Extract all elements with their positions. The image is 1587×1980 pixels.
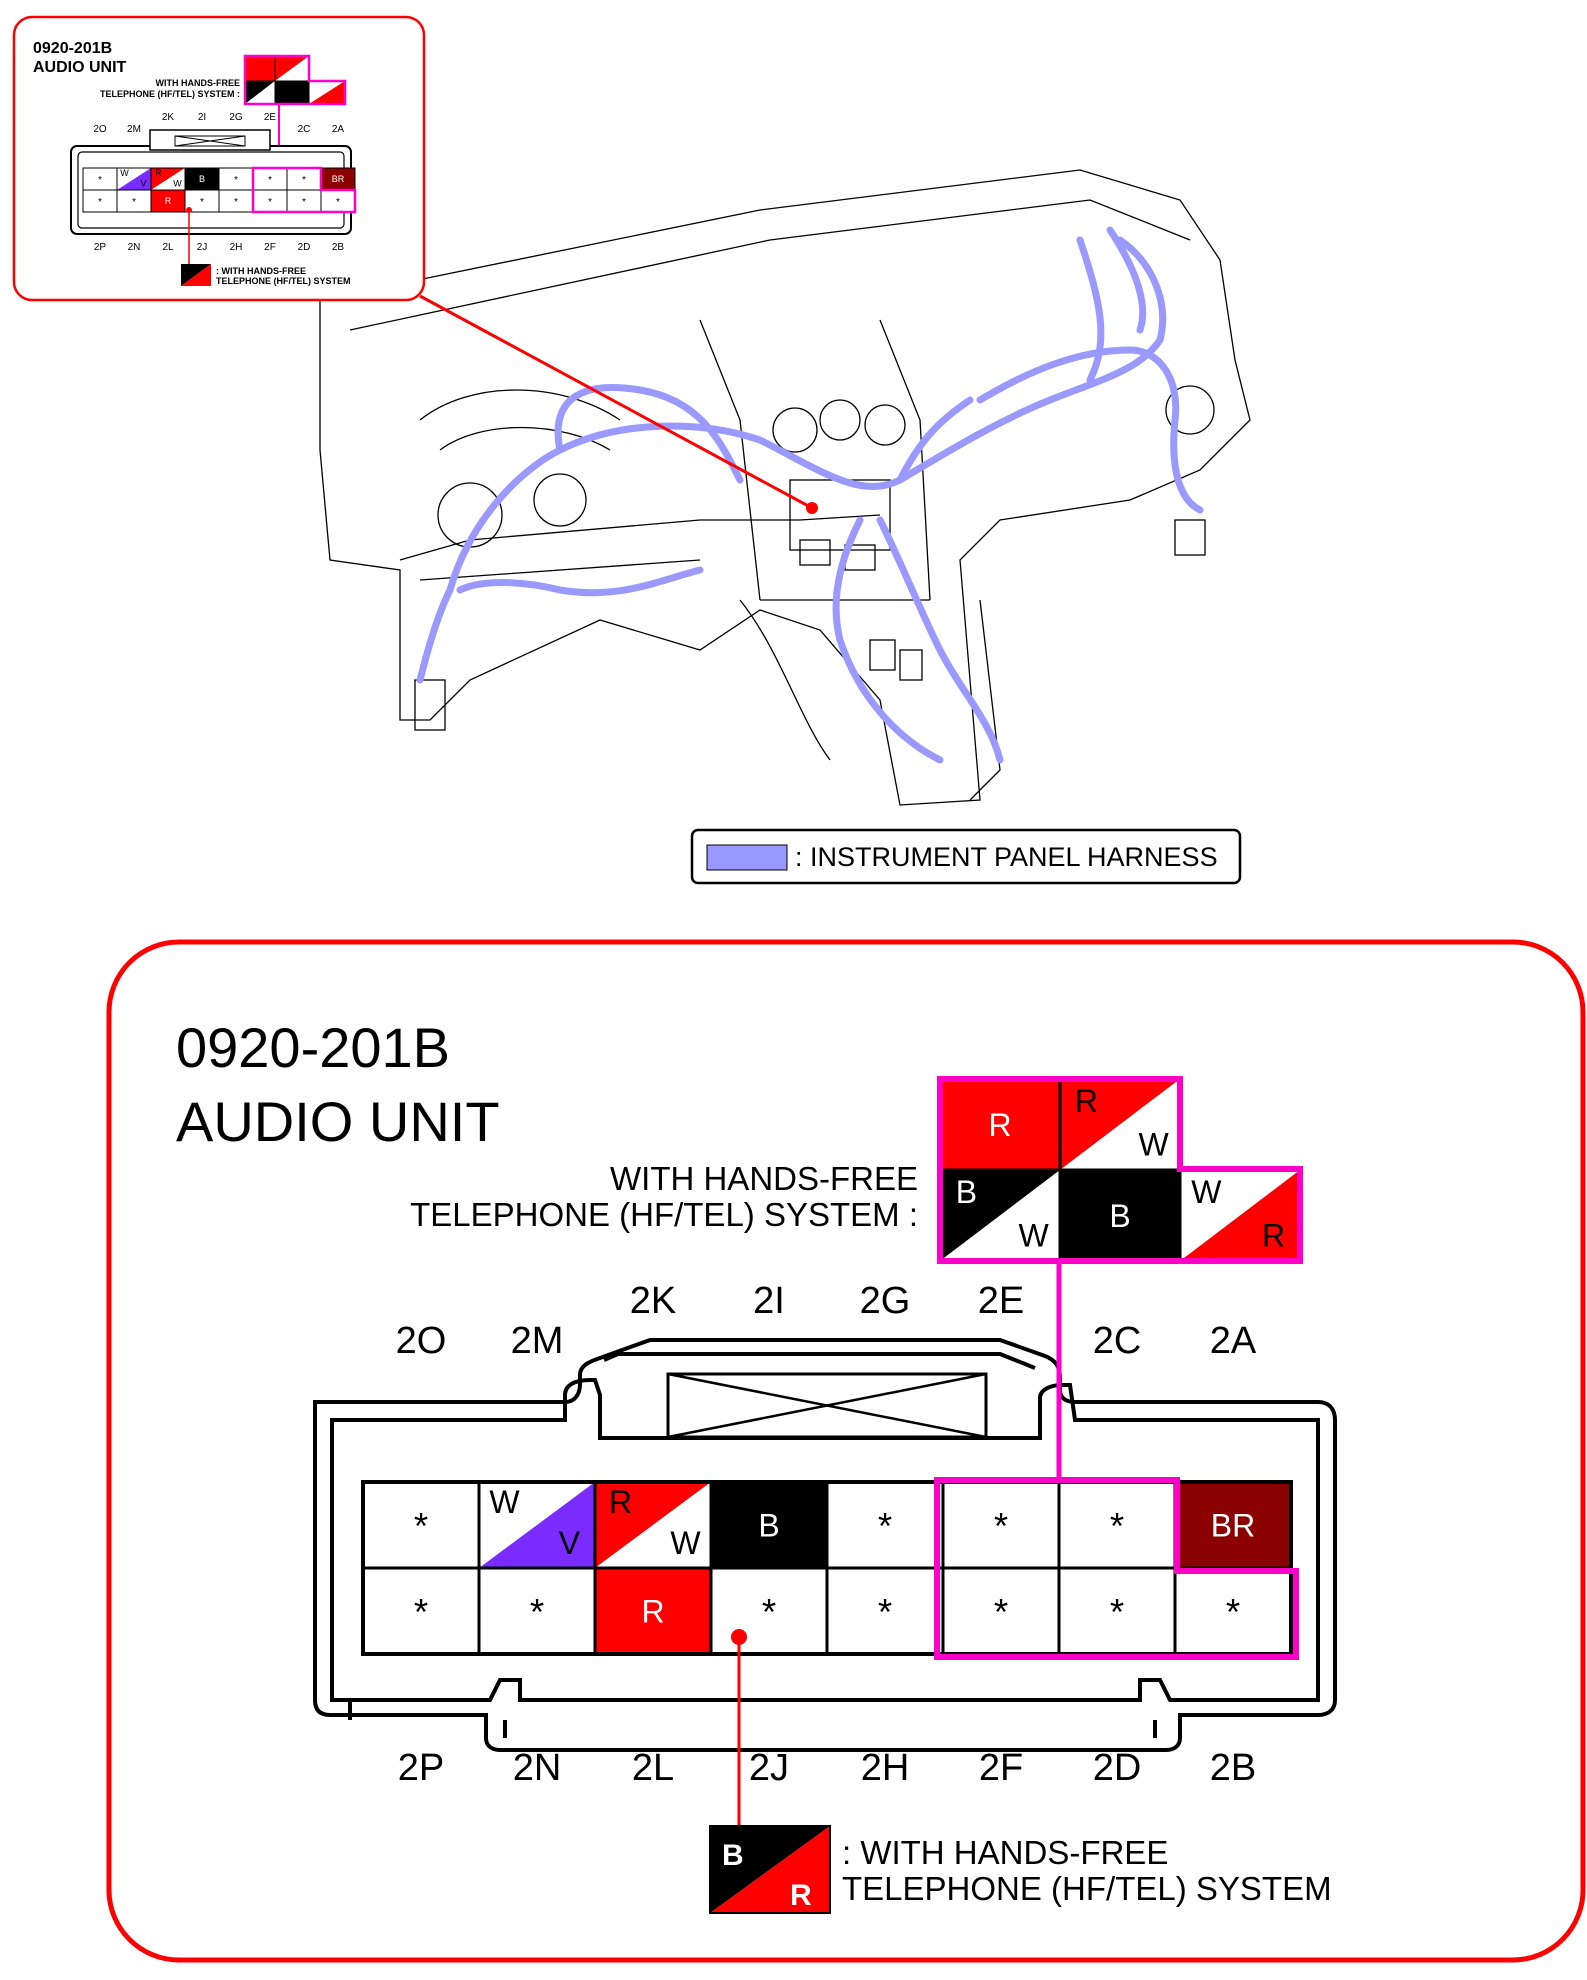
pin-bottom-2P-text: *	[413, 1591, 429, 1633]
hf-bottom-cell-2-br: R	[1262, 1217, 1286, 1254]
small-pin-label-2J: 2J	[196, 242, 208, 253]
small-note-line-1: : WITH HANDS-FREE	[216, 266, 306, 276]
pin-top-2M-tl: W	[489, 1483, 520, 1520]
pin-label-2E: 2E	[977, 1280, 1025, 1322]
pin-top-2G-text: *	[877, 1505, 893, 1547]
small-pin-bottom-2D	[287, 190, 321, 212]
small-connector-id: 0920-201B	[33, 40, 113, 57]
small-pin-bottom-2D-text: *	[301, 196, 307, 208]
harness-legend	[692, 830, 1240, 883]
pin-top-2G	[827, 1482, 943, 1568]
pin-top-2M-br: V	[558, 1525, 581, 1562]
small-pin-top-2K	[151, 168, 185, 190]
pin-top-2I	[711, 1482, 827, 1568]
pin-bottom-2B-text: *	[1225, 1591, 1241, 1633]
pin-top-2E	[943, 1482, 1059, 1568]
hf-bottom-cell-2-tl: W	[1191, 1173, 1222, 1210]
small-pin-bottom-2L	[151, 190, 185, 212]
legend-text: : INSTRUMENT PANEL HARNESS	[795, 842, 1218, 872]
pin-top-2A	[1175, 1482, 1291, 1568]
pin-bottom-2J	[711, 1568, 827, 1654]
pin-top-2C-text: *	[1109, 1505, 1125, 1547]
pin-label-2I: 2I	[753, 1280, 785, 1322]
small-pin-top-2E-text: *	[267, 174, 273, 186]
small-pin-top-2K-tl: R	[155, 167, 162, 178]
small-pin-label-2G: 2G	[229, 112, 243, 123]
small-pin-label-2P: 2P	[93, 242, 107, 253]
component-name: AUDIO UNIT	[176, 1090, 500, 1153]
small-pin-bottom-2B	[321, 190, 355, 212]
pin-label-2P: 2P	[397, 1747, 445, 1789]
hf-top-cell-1-tl: R	[1074, 1082, 1098, 1119]
hf-top-cell-1-br: W	[1138, 1126, 1169, 1163]
small-pin-label-2A: 2A	[331, 124, 345, 135]
pin-bottom-2N-text: *	[529, 1591, 545, 1633]
small-pin-label-2B: 2B	[331, 242, 345, 253]
pin-label-2C: 2C	[1092, 1320, 1142, 1362]
small-pin-top-2O-text: *	[97, 174, 103, 186]
small-pin-label-2C: 2C	[297, 124, 311, 135]
connector-location-dot	[806, 502, 818, 514]
pin-label-2J: 2J	[748, 1747, 790, 1789]
small-pin-bottom-2N	[117, 190, 151, 212]
pin-label-2L: 2L	[631, 1747, 675, 1789]
hf-label-line-2: TELEPHONE (HF/TEL) SYSTEM :	[410, 1196, 918, 1233]
pin-bottom-2F-text: *	[993, 1591, 1009, 1633]
small-pin-bottom-2F	[253, 190, 287, 212]
pin-top-2I-text: B	[758, 1507, 780, 1544]
small-pin-top-2G	[219, 168, 253, 190]
small-pin-top-2A	[321, 168, 355, 190]
small-pin-top-2C	[287, 168, 321, 190]
small-pin-bottom-2H-text: *	[233, 196, 239, 208]
pin-top-2K-tl: R	[608, 1483, 633, 1520]
pin-label-2K: 2K	[629, 1280, 677, 1322]
connector-id: 0920-201B	[176, 1016, 451, 1079]
pin-grid	[363, 1482, 1291, 1654]
small-pin-bottom-2J-text: *	[199, 196, 205, 208]
small-pin-label-2N: 2N	[127, 242, 141, 253]
pin-top-2O-text: *	[413, 1505, 429, 1547]
small-pin-top-2K-br: W	[173, 178, 182, 189]
pin-label-2F: 2F	[978, 1747, 1024, 1789]
small-pin-bottom-2P-text: *	[97, 196, 103, 208]
pin-bottom-2J-text: *	[761, 1591, 777, 1633]
pin-label-2A: 2A	[1209, 1320, 1257, 1362]
pin-bottom-2H-text: *	[877, 1591, 893, 1633]
callout-leader-line	[420, 296, 812, 508]
hf-top-cell-1	[1060, 1079, 1180, 1170]
pin-top-2K	[595, 1482, 711, 1568]
hf-bottom-cell-0-tl: B	[955, 1173, 978, 1210]
note-letter-bottom: R	[790, 1879, 812, 1912]
hf-bottom-cell-1-text: B	[1109, 1198, 1131, 1235]
small-pin-top-2G-text: *	[233, 174, 239, 186]
pin-top-2A-text: BR	[1210, 1507, 1256, 1544]
pin-label-2D: 2D	[1092, 1747, 1142, 1789]
pin-bottom-2F	[943, 1568, 1059, 1654]
small-pin-top-2M-br: V	[140, 178, 147, 189]
small-pin-label-2F: 2F	[264, 242, 276, 253]
hf-bottom-cell-1	[1060, 1170, 1180, 1261]
small-pin-label-2O: 2O	[93, 124, 107, 135]
small-pin-bottom-2B-text: *	[335, 196, 341, 208]
small-pin-top-2I-text: B	[198, 174, 206, 185]
pin-bottom-2B	[1175, 1568, 1291, 1654]
small-pin-top-2M-tl: W	[120, 167, 129, 178]
small-pin-label-2D: 2D	[297, 242, 311, 253]
small-pin-label-2K: 2K	[161, 112, 175, 123]
hf-bottom-cell-0	[940, 1170, 1060, 1261]
pin-label-2N: 2N	[512, 1747, 562, 1789]
small-pin-bottom-2P	[83, 190, 117, 212]
pin-label-2B: 2B	[1209, 1747, 1257, 1789]
small-callout	[14, 17, 424, 300]
pin-bottom-2L	[595, 1568, 711, 1654]
pin-top-2M	[479, 1482, 595, 1568]
small-pin-top-2C-text: *	[301, 174, 307, 186]
small-pin-top-2O	[83, 168, 117, 190]
large-callout	[109, 942, 1583, 1960]
pin-bottom-2N	[479, 1568, 595, 1654]
pin-label-2G: 2G	[859, 1280, 911, 1322]
pin-top-2E-text: *	[993, 1505, 1009, 1547]
small-pin-top-2M	[117, 168, 151, 190]
small-hf-label-1: WITH HANDS-FREE	[155, 78, 240, 88]
hf-top-cell-0	[940, 1079, 1060, 1170]
small-pin-top-2A-text: BR	[331, 174, 345, 185]
pin-bottom-2P	[363, 1568, 479, 1654]
small-pin-bottom-2L-text: R	[164, 196, 172, 207]
small-pin-top-2I	[185, 168, 219, 190]
small-connector	[71, 130, 355, 234]
small-pin-label-2E: 2E	[263, 112, 277, 123]
pin-bottom-2H	[827, 1568, 943, 1654]
pin-label-2M: 2M	[510, 1320, 564, 1362]
small-pin-bottom-2F-text: *	[267, 196, 273, 208]
small-component-name: AUDIO UNIT	[33, 59, 127, 76]
note-letter-top: B	[722, 1839, 744, 1872]
pin-top-2K-br: W	[670, 1525, 701, 1562]
pin-top-2O	[363, 1482, 479, 1568]
pin-bottom-2L-text: R	[641, 1593, 665, 1630]
pin-bottom-2D	[1059, 1568, 1175, 1654]
hf-bottom-cell-0-br: W	[1018, 1217, 1049, 1254]
hf-label-line-1: WITH HANDS-FREE	[610, 1160, 918, 1197]
pin-label-2H: 2H	[860, 1747, 910, 1789]
small-pin-top-2E	[253, 168, 287, 190]
hf-top-cell-0-text: R	[988, 1107, 1012, 1144]
pin-top-2C	[1059, 1482, 1175, 1568]
small-pin-label-2I: 2I	[197, 112, 207, 123]
note-line-1: : WITH HANDS-FREE	[842, 1834, 1169, 1871]
small-pin-label-2H: 2H	[229, 242, 243, 253]
instrument-panel-harness	[420, 230, 1200, 760]
dashboard-illustration	[320, 170, 1250, 805]
small-pin-label-2L: 2L	[162, 242, 174, 253]
pin-bottom-2D-text: *	[1109, 1591, 1125, 1633]
small-hf-label-2: TELEPHONE (HF/TEL) SYSTEM :	[99, 89, 240, 99]
hf-bottom-cell-2	[1180, 1170, 1300, 1261]
pin-label-2O: 2O	[395, 1320, 447, 1362]
small-pin-label-2M: 2M	[127, 124, 141, 135]
note-line-2: TELEPHONE (HF/TEL) SYSTEM	[842, 1870, 1332, 1907]
small-pin-bottom-2H	[219, 190, 253, 212]
small-note-line-2: TELEPHONE (HF/TEL) SYSTEM	[216, 276, 351, 286]
small-pin-bottom-2N-text: *	[131, 196, 137, 208]
